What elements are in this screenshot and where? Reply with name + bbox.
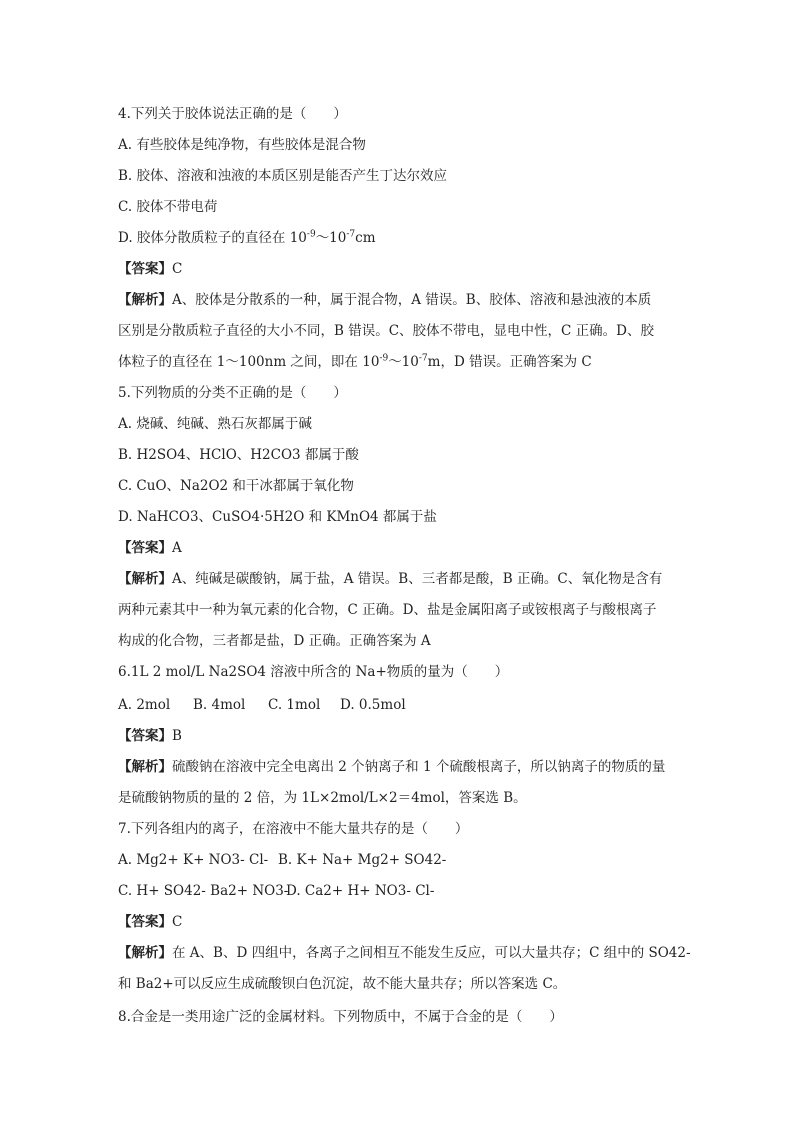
q5-option-d: D. NaHCO3、CuSO4·5H2O 和 KMnO4 都属于盐 [118, 509, 437, 525]
q7-option-a: A. Mg2+ K+ NO3- Cl- [118, 852, 269, 868]
q5-answer: 【答案】A [118, 540, 182, 556]
q4-answer: 【答案】C [118, 261, 183, 277]
q6-analysis-line1: 【解析】硫酸钠在溶液中完全电离出 2 个钠离子和 1 个硫酸根离子，所以钠离子的物质的量 [118, 759, 666, 775]
q4-option-a: A. 有些胶体是纯净物，有些胶体是混合物 [118, 137, 366, 153]
q7-analysis-line1: 【解析】在 A、B、D 四组中，各离子之间相互不能发生反应，可以大量共存；C 组中的 SO42- [118, 945, 691, 961]
q7-analysis-line2: 和 Ba2+可以反应生成硫酸钡白色沉淀，故不能大量共存；所以答案选 C。 [118, 976, 567, 992]
q5-analysis-line2: 两种元素其中一种为氧元素的化合物，C 正确。D、盐是金属阳离子或铵根离子与酸根离子 [118, 602, 657, 618]
q4-option-c: C. 胶体不带电荷 [118, 199, 218, 215]
q5-analysis-line3: 构成的化合物，三者都是盐，D 正确。正确答案为 A [118, 633, 431, 649]
q6-option-a: A. 2mol [118, 697, 171, 713]
q6-option-b: B. 4mol [193, 697, 246, 713]
q6-analysis-line2: 是硫酸钠物质的量的 2 倍，为 1L×2mol/L×2＝4mol，答案选 B。 [118, 790, 527, 806]
q4-analysis-line3: 体粒子的直径在 1～100nm 之间，即在 $10^{-9}\sim 10^{-7}m$，D 错误。正确答案为 C [118, 353, 592, 370]
q8-stem: 8.合金是一类用途广泛的金属材料。下列物质中，不属于合金的是（ ） [118, 1009, 563, 1025]
q4-stem: 4.下列关于胶体说法正确的是（ ） [118, 106, 347, 122]
q4-option-d: D. 胶体分散质粒子的直径在 $10^{-9}\sim 10^{-7}cm$ [118, 229, 376, 246]
q7-stem: 7.下列各组内的离子，在溶液中不能大量共存的是（ ） [118, 821, 469, 837]
q6-answer: 【答案】B [118, 728, 182, 744]
q6-option-d: D. 0.5mol [340, 697, 406, 713]
q4-analysis-line1: 【解析】A、胶体是分散系的一种，属于混合物，A 错误。B、胶体、溶液和悬浊液的本质 [118, 292, 652, 308]
q7-options-row1 [118, 852, 688, 868]
q5-option-b: B. H2SO4、HClO、H2CO3 都属于酸 [118, 447, 359, 463]
q7-answer: 【答案】C [118, 914, 183, 930]
q5-analysis-line1: 【解析】A、纯碱是碳酸钠，属于盐，A 错误。B、三者都是酸，B 正确。C、氧化物是含有 [118, 571, 663, 587]
q7-option-d: D. Ca2+ H+ NO3- Cl- [286, 883, 435, 899]
q6-options [118, 697, 688, 713]
q4-analysis-line2: 区别是分散质粒子直径的大小不同，B 错误。C、胶体不带电，显电中性，C 正确。D、胶 [118, 323, 654, 339]
q6-stem: 6.1L 2 mol/L Na2SO4 溶液中所含的 Na+物质的量为（ ） [118, 664, 509, 680]
q4-option-b: B. 胶体、溶液和浊液的本质区别是能否产生丁达尔效应 [118, 168, 448, 184]
q5-option-a: A. 烧碱、纯碱、熟石灰都属于碱 [118, 416, 312, 432]
q7-option-b: B. K+ Na+ Mg2+ SO42- [278, 852, 447, 868]
q5-option-c: C. CuO、Na2O2 和干冰都属于氧化物 [118, 478, 354, 494]
q6-option-c: C. 1mol [268, 697, 321, 713]
q7-option-c: C. H+ SO42- Ba2+ NO3- [118, 883, 289, 899]
q5-stem: 5.下列物质的分类不正确的是（ ） [118, 385, 347, 401]
q7-options-row2 [118, 883, 688, 899]
